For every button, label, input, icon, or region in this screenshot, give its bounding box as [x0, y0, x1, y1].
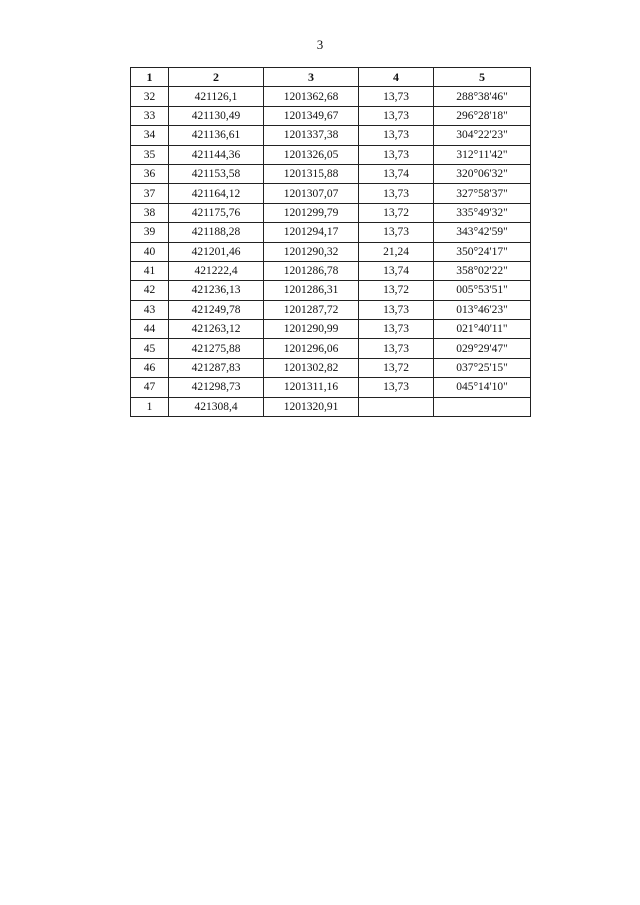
table-row: [131, 281, 531, 300]
x-coordinate-cell: 421287,83: [169, 358, 264, 377]
point-number-cell: 41: [131, 261, 169, 280]
y-coordinate-cell: 1201290,99: [264, 320, 359, 339]
bearing-cell: [434, 397, 531, 416]
x-coordinate-cell: 421249,78: [169, 300, 264, 319]
point-number-cell: 36: [131, 164, 169, 183]
distance-cell: 13,73: [359, 320, 434, 339]
y-coordinate-cell: 1201326,05: [264, 145, 359, 164]
point-number-cell: 34: [131, 126, 169, 145]
bearing-cell: 335°49'32": [434, 203, 531, 222]
point-number-cell: 40: [131, 242, 169, 261]
x-coordinate-cell: 421201,46: [169, 242, 264, 261]
bearing-cell: 045°14'10": [434, 378, 531, 397]
bearing-cell: 013°46'23": [434, 300, 531, 319]
column-header: 3: [264, 68, 359, 87]
table-row: [131, 261, 531, 280]
page-number: 3: [316, 37, 324, 52]
bearing-cell: 312°11'42": [434, 145, 531, 164]
bearing-cell: 296°28'18": [434, 106, 531, 125]
table-row: [131, 320, 531, 339]
x-coordinate-cell: 421130,49: [169, 106, 264, 125]
table-row: [131, 164, 531, 183]
bearing-cell: 037°25'15": [434, 358, 531, 377]
distance-cell: 13,73: [359, 339, 434, 358]
y-coordinate-cell: 1201302,82: [264, 358, 359, 377]
y-coordinate-cell: 1201294,17: [264, 223, 359, 242]
point-number-cell: 43: [131, 300, 169, 319]
x-coordinate-cell: 421136,61: [169, 126, 264, 145]
y-coordinate-cell: 1201337,38: [264, 126, 359, 145]
point-number-cell: 37: [131, 184, 169, 203]
bearing-cell: 021°40'11": [434, 320, 531, 339]
table-row: [131, 87, 531, 106]
table-row: [131, 126, 531, 145]
x-coordinate-cell: 421222,4: [169, 261, 264, 280]
table-row: [131, 106, 531, 125]
x-coordinate-cell: 421175,76: [169, 203, 264, 222]
distance-cell: 13,73: [359, 87, 434, 106]
point-number-cell: 44: [131, 320, 169, 339]
bearing-cell: 320°06'32": [434, 164, 531, 183]
x-coordinate-cell: 421164,12: [169, 184, 264, 203]
column-header: 2: [169, 68, 264, 87]
table-row: [131, 339, 531, 358]
distance-cell: 13,73: [359, 300, 434, 319]
y-coordinate-cell: 1201290,32: [264, 242, 359, 261]
bearing-cell: 343°42'59": [434, 223, 531, 242]
distance-cell: 13,73: [359, 126, 434, 145]
point-number-cell: 42: [131, 281, 169, 300]
bearing-cell: 029°29'47": [434, 339, 531, 358]
bearing-cell: 350°24'17": [434, 242, 531, 261]
distance-cell: 13,72: [359, 203, 434, 222]
distance-cell: 13,73: [359, 145, 434, 164]
distance-cell: 13,74: [359, 261, 434, 280]
point-number-cell: 35: [131, 145, 169, 164]
distance-cell: 13,73: [359, 223, 434, 242]
point-number-cell: 1: [131, 397, 169, 416]
column-header: 5: [434, 68, 531, 87]
y-coordinate-cell: 1201307,07: [264, 184, 359, 203]
table-row: [131, 223, 531, 242]
x-coordinate-cell: 421126,1: [169, 87, 264, 106]
x-coordinate-cell: 421308,4: [169, 397, 264, 416]
distance-cell: 13,73: [359, 378, 434, 397]
bearing-cell: 005°53'51": [434, 281, 531, 300]
distance-cell: 13,74: [359, 164, 434, 183]
x-coordinate-cell: 421144,36: [169, 145, 264, 164]
y-coordinate-cell: 1201349,67: [264, 106, 359, 125]
point-number-cell: 32: [131, 87, 169, 106]
coordinates-table: [130, 67, 531, 417]
point-number-cell: 47: [131, 378, 169, 397]
y-coordinate-cell: 1201287,72: [264, 300, 359, 319]
table-row: [131, 358, 531, 377]
y-coordinate-cell: 1201315,88: [264, 164, 359, 183]
table-row: [131, 397, 531, 416]
distance-cell: 21,24: [359, 242, 434, 261]
x-coordinate-cell: 421298,73: [169, 378, 264, 397]
column-header: 1: [131, 68, 169, 87]
x-coordinate-cell: 421153,58: [169, 164, 264, 183]
y-coordinate-cell: 1201311,16: [264, 378, 359, 397]
distance-cell: [359, 397, 434, 416]
y-coordinate-cell: 1201320,91: [264, 397, 359, 416]
bearing-cell: 304°22'23": [434, 126, 531, 145]
table-row: [131, 378, 531, 397]
y-coordinate-cell: 1201296,06: [264, 339, 359, 358]
distance-cell: 13,72: [359, 281, 434, 300]
table-row: [131, 242, 531, 261]
table-row: [131, 203, 531, 222]
y-coordinate-cell: 1201299,79: [264, 203, 359, 222]
x-coordinate-cell: 421236,13: [169, 281, 264, 300]
table-row: [131, 184, 531, 203]
point-number-cell: 33: [131, 106, 169, 125]
table-header-row: [131, 68, 531, 87]
x-coordinate-cell: 421188,28: [169, 223, 264, 242]
point-number-cell: 39: [131, 223, 169, 242]
point-number-cell: 46: [131, 358, 169, 377]
y-coordinate-cell: 1201286,78: [264, 261, 359, 280]
column-header: 4: [359, 68, 434, 87]
y-coordinate-cell: 1201362,68: [264, 87, 359, 106]
y-coordinate-cell: 1201286,31: [264, 281, 359, 300]
bearing-cell: 358°02'22": [434, 261, 531, 280]
distance-cell: 13,72: [359, 358, 434, 377]
x-coordinate-cell: 421263,12: [169, 320, 264, 339]
point-number-cell: 45: [131, 339, 169, 358]
point-number-cell: 38: [131, 203, 169, 222]
bearing-cell: 288°38'46": [434, 87, 531, 106]
bearing-cell: 327°58'37": [434, 184, 531, 203]
table-row: [131, 145, 531, 164]
table-body: [131, 87, 531, 417]
distance-cell: 13,73: [359, 184, 434, 203]
distance-cell: 13,73: [359, 106, 434, 125]
x-coordinate-cell: 421275,88: [169, 339, 264, 358]
table-row: [131, 300, 531, 319]
